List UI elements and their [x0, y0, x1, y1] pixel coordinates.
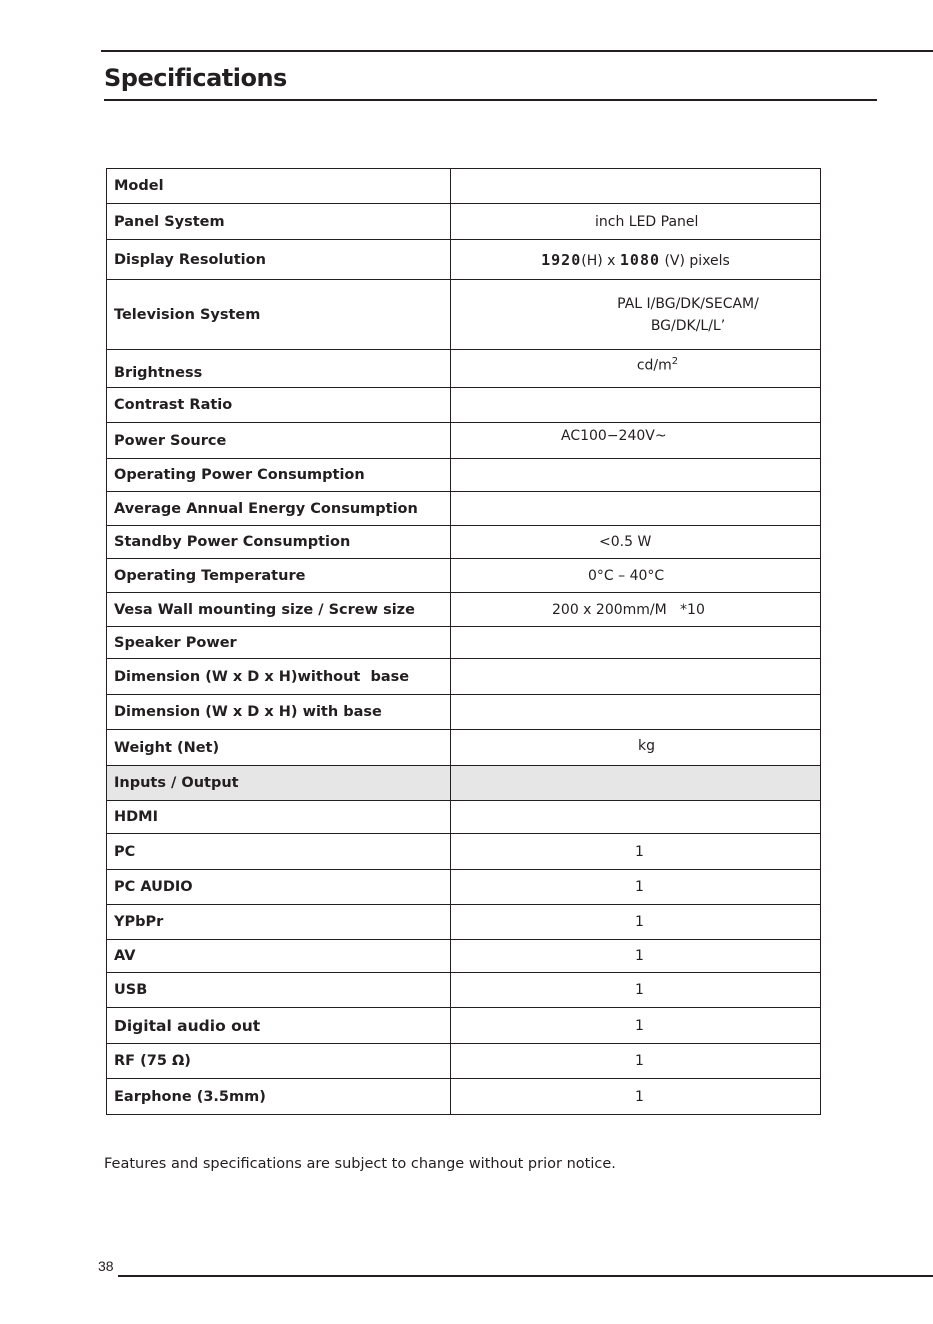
- spec-label: YPbPr: [107, 905, 451, 940]
- spec-label: Model: [107, 169, 451, 204]
- spec-row-ypbpr: [107, 905, 821, 940]
- spec-label: Power Source: [107, 423, 451, 459]
- spec-section-label: Inputs / Output: [107, 766, 451, 801]
- spec-row-operating-power: [107, 459, 821, 492]
- spec-value: 1: [451, 1008, 821, 1044]
- spec-label: Operating Power Consumption: [107, 459, 451, 492]
- spec-label: Display Resolution: [107, 240, 451, 280]
- spec-label: Weight (Net): [107, 730, 451, 766]
- spec-row-inputs-output-header: [107, 766, 821, 801]
- spec-label: HDMI: [107, 801, 451, 834]
- spec-row-display-resolution: [107, 240, 821, 280]
- spec-row-pc: [107, 834, 821, 870]
- spec-value: inch LED Panel: [451, 204, 821, 240]
- spec-value: [451, 459, 821, 492]
- footnote: Features and specifications are subject to change without prior notice.: [104, 1156, 616, 1172]
- spec-value: [451, 627, 821, 659]
- spec-row-standby-power: [107, 526, 821, 559]
- spec-value: [451, 659, 821, 695]
- spec-value-brightness: [451, 350, 821, 388]
- resolution-vertical: 1080: [619, 250, 661, 269]
- spec-value: [451, 492, 821, 526]
- spec-value: [451, 169, 821, 204]
- spec-row-dimension-without-base: [107, 659, 821, 695]
- spec-value: 1: [451, 973, 821, 1008]
- page-number: 38: [98, 1258, 114, 1274]
- spec-label: Brightness: [107, 350, 451, 388]
- spec-value: 0°C – 40°C: [451, 559, 821, 593]
- spec-row-panel-system: [107, 204, 821, 240]
- spec-row-weight: [107, 730, 821, 766]
- spec-value: 1: [451, 1044, 821, 1079]
- spec-label: USB: [107, 973, 451, 1008]
- spec-row-usb: [107, 973, 821, 1008]
- spec-row-earphone: [107, 1079, 821, 1115]
- spec-label: Operating Temperature: [107, 559, 451, 593]
- tv-system-line-1: PAL I/BG/DK/SECAM/: [617, 295, 759, 312]
- spec-row-television-system: [107, 280, 821, 350]
- spec-value: [451, 766, 821, 801]
- spec-row-model: [107, 169, 821, 204]
- spec-label: Vesa Wall mounting size / Screw size: [107, 593, 451, 627]
- brightness-unit-exponent: 2: [671, 356, 679, 367]
- spec-row-contrast-ratio: [107, 388, 821, 423]
- spec-value: 1: [451, 940, 821, 973]
- spec-value: 1: [451, 905, 821, 940]
- spec-row-digital-audio-out: [107, 1008, 821, 1044]
- spec-row-av: [107, 940, 821, 973]
- spec-value: AC100−240V~: [451, 423, 821, 459]
- spec-row-power-source: [107, 423, 821, 459]
- spec-label: RF (75 Ω): [107, 1044, 451, 1079]
- spec-value: 200 x 200mm/M *10: [451, 593, 821, 627]
- spec-label: Panel System: [107, 204, 451, 240]
- resolution-horizontal: 1920: [541, 250, 582, 269]
- spec-value: [451, 695, 821, 730]
- spec-row-rf: [107, 1044, 821, 1079]
- spec-label: Contrast Ratio: [107, 388, 451, 423]
- spec-label: Digital audio out: [107, 1008, 451, 1044]
- spec-value-resolution: [451, 240, 821, 280]
- tv-system-line-2: BG/DK/L/L’: [650, 317, 726, 334]
- bottom-rule: [118, 1275, 933, 1277]
- spec-value: 1: [451, 1079, 821, 1115]
- spec-value-tv-system: [451, 280, 821, 350]
- spec-label: Dimension (W x D x H)without base: [107, 659, 451, 695]
- spec-row-brightness: [107, 350, 821, 388]
- spec-row-vesa-mounting: [107, 593, 821, 627]
- spec-value: [451, 388, 821, 423]
- page-title: Specifications: [104, 64, 287, 92]
- resolution-h-unit: (H) x: [581, 252, 620, 269]
- spec-row-pc-audio: [107, 870, 821, 905]
- spec-value: 1: [451, 834, 821, 870]
- spec-row-dimension-with-base: [107, 695, 821, 730]
- spec-label: PC AUDIO: [107, 870, 451, 905]
- spec-row-speaker-power: [107, 627, 821, 659]
- spec-label: Dimension (W x D x H) with base: [107, 695, 451, 730]
- resolution-v-unit: (V) pixels: [660, 252, 730, 269]
- spec-label: Speaker Power: [107, 627, 451, 659]
- spec-label: Average Annual Energy Consumption: [107, 492, 451, 526]
- spec-row-operating-temperature: [107, 559, 821, 593]
- spec-value: <0.5 W: [451, 526, 821, 559]
- spec-label: PC: [107, 834, 451, 870]
- spec-value: 1: [451, 870, 821, 905]
- spec-row-hdmi: [107, 801, 821, 834]
- spec-label: AV: [107, 940, 451, 973]
- top-rule: [101, 50, 933, 52]
- spec-label: Standby Power Consumption: [107, 526, 451, 559]
- spec-label: Earphone (3.5mm): [107, 1079, 451, 1115]
- specifications-table: [106, 168, 821, 1115]
- spec-value: kg: [451, 730, 821, 766]
- title-rule: [104, 99, 877, 101]
- spec-row-annual-energy: [107, 492, 821, 526]
- spec-value: [451, 801, 821, 834]
- spec-label: Television System: [107, 280, 451, 350]
- brightness-unit: cd/m: [636, 357, 672, 374]
